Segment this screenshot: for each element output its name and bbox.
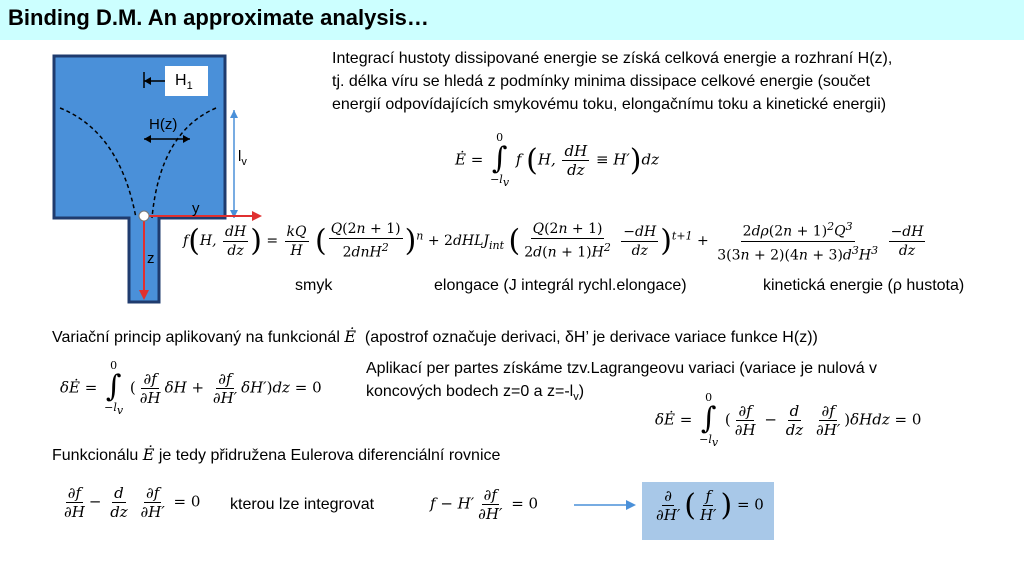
per-partes-line-2: koncových bodech z=0 a $z=-l_v$) <box>366 383 585 404</box>
lagrange-variation: δĖ = 0 ∫ $-l_v$ ( $\frac{\partial f}{\partial H}$ − $\frac{d}{dz}$ $\frac{\partial f}{\partial H'}$ )δHdz = 0 <box>655 391 922 450</box>
first-integral: f − H′ $\frac{\partial f}{\partial H'}$ = 0 <box>430 486 539 523</box>
label-kineticka: kinetická energie (ρ hustota) <box>763 277 965 294</box>
euler-line: Funkcionálu Ė je tedy přidružena Eulerova diferenciální rovnice <box>52 445 501 464</box>
intro-line-1: Integrací hustoty dissipované energie se získá celková energie a rozhraní H(z), <box>332 50 893 67</box>
slide-title: Binding D.M. An approximate analysis… <box>8 5 429 30</box>
lv-label: $l_v$ <box>238 148 247 168</box>
dissipation-equation: f(H, $\frac{dH}{dz}$ ) = $\frac{kQ}{H}$ ( $\frac{Q(2n + 1)}{2dnH^2}$ )$^n$ + 2dHLJ$_{int}$ ( $\frac{Q(2n + 1)}{2d(n + 1)H^2}$ $\frac{-dH}{dz}$ )$^{t+1}$ + $\frac{2d\rho(2n + 1)^2Q^3}{3(3n + 2)(4n + 3)d^3H^3}$ $\frac{-dH}{dz}$ <box>183 220 924 264</box>
arrow-icon <box>572 498 638 512</box>
h1-label: $H_1$ <box>175 72 193 93</box>
z-label: z <box>147 250 155 267</box>
vortex-figure <box>40 52 280 312</box>
integrate-text: kterou lze integrovat <box>230 496 375 513</box>
label-smyk: smyk <box>295 277 333 294</box>
result-equation: $\frac{\partial}{\partial H'}$ ( $\frac{f}{H'}$ ) = 0 <box>656 487 764 524</box>
label-elongace: elongace (J integrál rychl.elongace) <box>434 277 687 294</box>
intro-line-3: energií odpovídajících smykovému toku, elongačnímu toku a kinetické energii) <box>332 96 887 113</box>
euler-equation: $\frac{\partial f}{\partial H}$ − $\frac{d}{dz}$ $\frac{\partial f}{\partial H'}$ = 0 <box>64 484 201 521</box>
variational-line: Variační princip aplikovaný na funkcionál Ė (apostrof označuje derivaci, δH’ je derivace variace funkce H(z)) <box>52 327 818 346</box>
intro-line-2: tj. délka víru se hledá z podmínky minima dissipace celkové energie (součet <box>332 73 871 90</box>
delta-e-equation: δĖ = 0 ∫ $-l_v$ ( $\frac{\partial f}{\partial H}$ δH + $\frac{\partial f}{\partial H'}$ δH′)dz = 0 <box>60 359 322 418</box>
hz-label: H(z) <box>149 116 178 133</box>
energy-integral: Ė = 0 ∫ $-l_v$ f (H, $\frac{dH}{dz}$ ≡ H′)dz <box>455 131 660 190</box>
per-partes-line-1: Aplikací per partes získáme tzv.Lagrangeovu variaci (variace je nulová v <box>366 360 878 377</box>
y-label: y <box>192 200 200 217</box>
origin-point <box>139 211 149 221</box>
